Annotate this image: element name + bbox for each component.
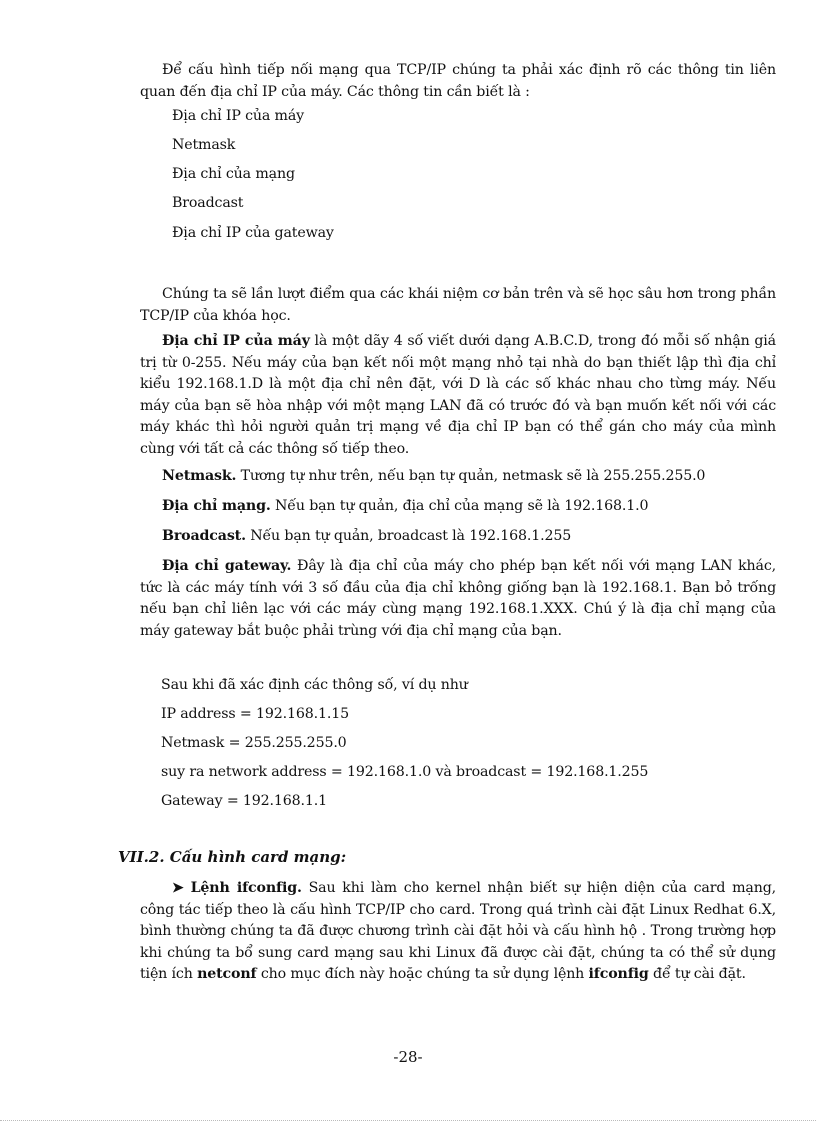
footer-divider [0, 1120, 816, 1121]
list-item-network: Địa chỉ của mạng [172, 166, 295, 182]
gateway-text: Đây là địa chỉ của máy cho phép bạn kết nối với mạng LAN khác, tức là các máy tính với 3 số đầu của địa chỉ không giống bạn là 192.168.1. Bạn bỏ trống nếu bạn chỉ liên lạc với các máy cùng mạng 192.168.1.XXX. Chú ý là địa chỉ mạng của máy gateway bắt buộc phải trùng với địa chỉ mạng của bạn. [140, 558, 776, 639]
network-text: Nếu bạn tự quản, địa chỉ của mạng sẽ là 192.168.1.0 [270, 498, 649, 514]
ifconfig-text-2: cho mục đích này hoặc chúng ta sử dụng lệnh [256, 966, 589, 982]
gateway-term: Địa chỉ gateway. [162, 558, 292, 574]
broadcast-text: Nếu bạn tự quản, broadcast là 192.168.1.255 [245, 528, 572, 544]
ifconfig-command: ifconfig [588, 966, 649, 982]
example-netmask: Netmask = 255.255.255.0 [161, 735, 347, 751]
broadcast-paragraph [140, 526, 776, 548]
ip-term: Địa chỉ IP của máy [162, 333, 310, 349]
broadcast-term: Broadcast. [162, 528, 246, 544]
example-intro: Sau khi đã xác định các thông số, ví dụ như [161, 677, 468, 693]
list-item-gateway: Địa chỉ IP của gateway [172, 225, 334, 241]
section-heading: VII.2. Cấu hình card mạng: [118, 848, 347, 866]
ifconfig-text-1: Sau khi làm cho kernel nhận biết sự hiện diện của card mạng, công tác tiếp theo là cấu hình TCP/IP cho card. Trong quá trình cài đặt Linux Redhat 6.X, bình thường chúng ta đã được chương trình cài đặt hỏi và cấu hình hộ . Trong trường hợp khi chúng ta bổ sung card mạng sau khi Linux đã được cài đặt, chúng ta có thể sử dụng tiện ích [140, 880, 776, 982]
netmask-paragraph [140, 466, 776, 488]
netmask-term: Netmask. [162, 468, 237, 484]
intro-paragraph [140, 60, 776, 103]
arrow-bullet-icon: ➤ [172, 880, 184, 896]
overview-paragraph [140, 284, 776, 327]
ifconfig-paragraph [140, 878, 776, 986]
list-item-ip: Địa chỉ IP của máy [172, 108, 305, 124]
list-item-broadcast: Broadcast [172, 195, 244, 211]
ifconfig-text-3: để tự cài đặt. [648, 966, 746, 982]
example-gateway: Gateway = 192.168.1.1 [161, 793, 328, 809]
netmask-text: Tương tự như trên, nếu bạn tự quản, netmask sẽ là 255.255.255.0 [236, 468, 706, 484]
network-paragraph [140, 496, 776, 518]
network-term: Địa chỉ mạng. [162, 498, 271, 514]
netconf-term: netconf [197, 966, 257, 982]
gateway-paragraph [140, 556, 776, 642]
example-network: suy ra network address = 192.168.1.0 và broadcast = 192.168.1.255 [161, 764, 649, 780]
ip-text: là một dãy 4 số viết dưới dạng A.B.C.D, trong đó mỗi số nhận giá trị từ 0-255. Nếu máy của bạn kết nối một mạng nhỏ tại nhà do bạn thiết lập thì địa chỉ kiểu 192.168.1.D là một địa chỉ nên đặt, với D là các số khác nhau cho từng máy. Nếu máy của bạn sẽ hòa nhập với một mạng LAN đã có trước đó và bạn muốn kết nối với các máy khác thì hỏi người quản trị mạng về địa chỉ IP bạn có thể gán cho máy của mình cùng với tất cả các thông số tiếp theo. [140, 333, 776, 457]
example-ip: IP address = 192.168.1.15 [161, 706, 349, 722]
intro-text: Để cấu hình tiếp nối mạng qua TCP/IP chúng ta phải xác định rõ các thông tin liên quan đến địa chỉ IP của máy. Các thông tin cần biết là : [140, 62, 776, 100]
ifconfig-term: Lệnh ifconfig. [190, 880, 302, 896]
page-number: -28- [393, 1048, 423, 1066]
list-item-netmask: Netmask [172, 137, 236, 153]
ip-paragraph [140, 331, 776, 460]
overview-text: Chúng ta sẽ lần lượt điểm qua các khái niệm cơ bản trên và sẽ học sâu hơn trong phần TCP/IP của khóa học. [140, 286, 776, 324]
